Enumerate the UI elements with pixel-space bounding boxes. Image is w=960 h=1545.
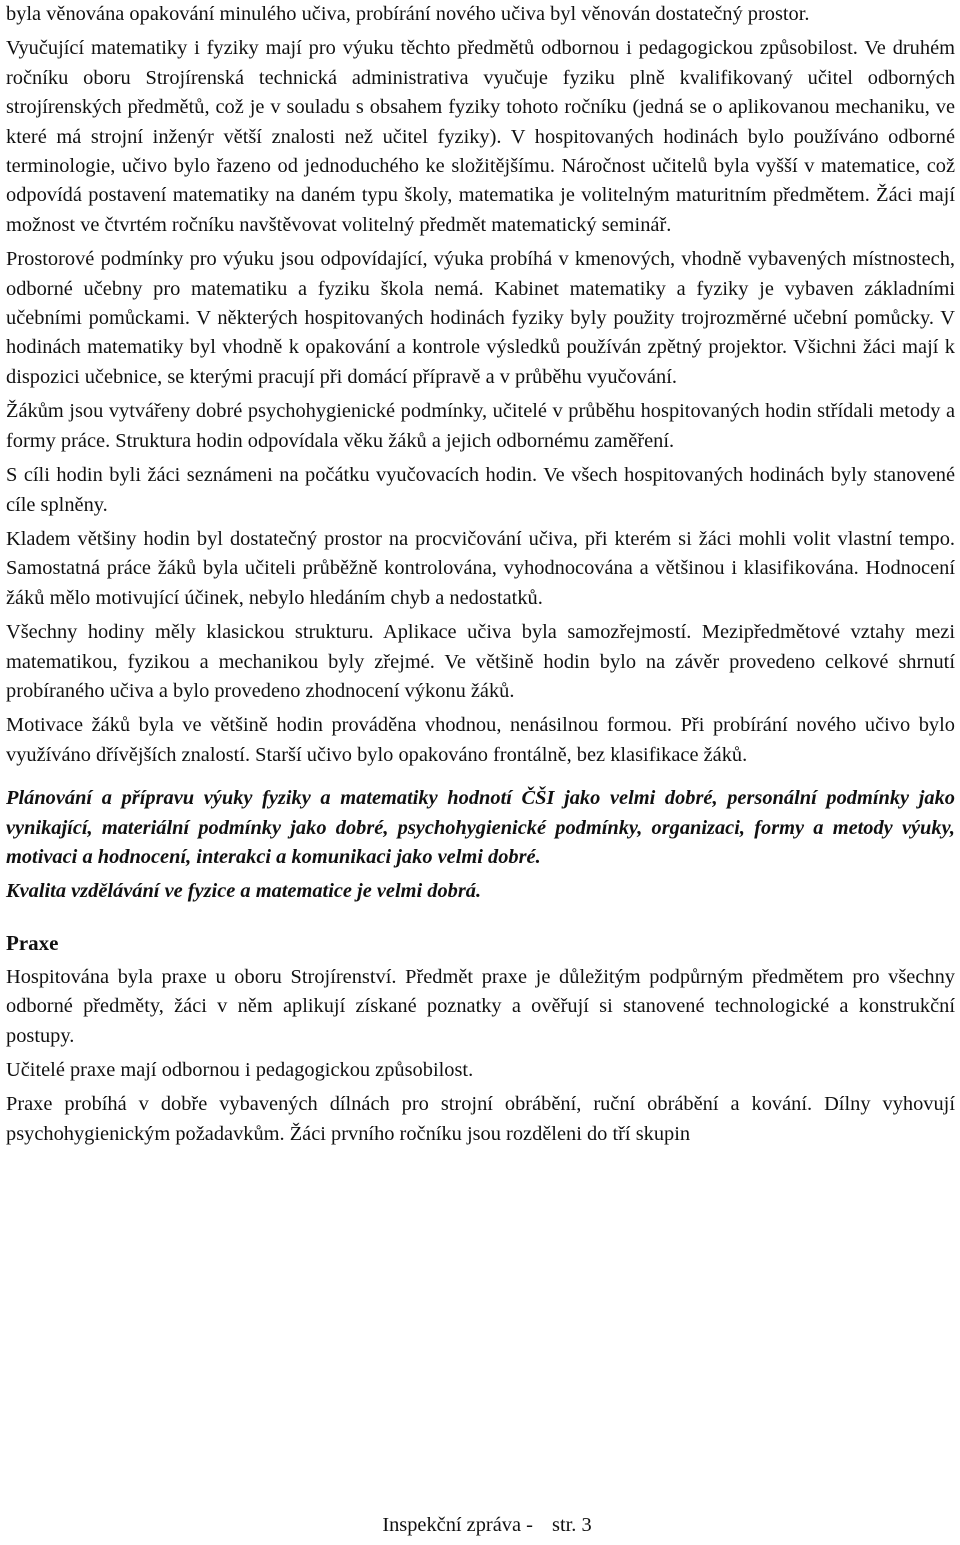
paragraph-1: byla věnována opakování minulého učiva, probírání nového učiva byl věnován dostatečný prostor. xyxy=(6,3,810,25)
praxe-paragraph-3: Praxe probíhá v dobře vybavených dílnách pro strojní obrábění, ruční obrábění a kování. Dílny vyhovují psychohygienickým požadavkům. Žáci prvního ročníku jsou rozděleni do tří skupin xyxy=(6,1093,955,1145)
evaluation-summary: Plánování a přípravu výuky fyziky a matematiky hodnotí ČŠI jako velmi dobré, personální podmínky jako vynikající, materiální podmínky jako dobré, psychohygienické podmínky, organizaci, formy a metody výuky, motivaci a hodnocení, interakci a komunikaci jako velmi dobré. xyxy=(6,787,955,868)
footer-label: Inspekční zpráva - xyxy=(382,1514,533,1536)
document-page xyxy=(6,0,955,1149)
paragraph-6: Kladem většiny hodin byl dostatečný prostor na procvičování učiva, při kterém si žáci mohli volit vlastní tempo. Samostatná práce žáků byla učiteli průběžně kontrolována, vyhodnocována a většinou i klasifikována. Hodnocení žáků mělo motivující účinek, nebylo hledáním chyb a nedostatků. xyxy=(6,527,955,609)
paragraph-8: Motivace žáků byla ve většině hodin prováděna vhodnou, nenásilnou formou. Při probírání nového učivo bylo využíváno dřívějších znalostí. Starší učivo bylo opakováno frontálně, bez klasifikace žáků. xyxy=(6,714,955,766)
paragraph-2: Vyučující matematiky i fyziky mají pro výuku těchto předmětů odbornou i pedagogickou způsobilost. Ve druhém ročníku oboru Strojírenská technická administrativa vyučuje fyziku plně kvalifikovaný učitel odborných strojírenských předmětů, což je v souladu s obsahem fyziky tohoto ročníku (jedná se o aplikovanou mechaniku, ve které má strojní inženýr větší znalosti než učitel fyziky). V hospitovaných hodinách bylo používáno odborné terminologie, učivo bylo řazeno od jednoduchého ke složitějšímu. Náročnost učitelů byla vyšší v matematice, což odpovídá postavení matematiky na daném typu školy, matematika je volitelným maturitním předmětem. Žáci mají možnost ve čtvrtém ročníku navštěvovat volitelný předmět matematický seminář. xyxy=(6,37,955,236)
quality-verdict: Kvalita vzdělávání ve fyzice a matematice je velmi dobrá. xyxy=(6,880,482,903)
praxe-paragraph-2: Učitelé praxe mají odbornou i pedagogickou způsobilost. xyxy=(6,1059,474,1081)
paragraph-4: Žákům jsou vytvářeny dobré psychohygienické podmínky, učitelé v průběhu hospitovaných hodin střídali metody a formy práce. Struktura hodin odpovídala věku žáků a jejich odbornému zaměření. xyxy=(6,400,955,452)
paragraph-5: S cíli hodin byli žáci seznámeni na počátku vyučovacích hodin. Ve všech hospitovaných hodinách byly stanovené cíle splněny. xyxy=(6,464,955,516)
praxe-paragraph-1: Hospitována byla praxe u oboru Strojírenství. Předmět praxe je důležitým podpůrným předmětem pro všechny odborné předměty, žáci v něm aplikují získané poznatky a ověřují si stanovené technologické a konstrukční postupy. xyxy=(6,965,955,1047)
paragraph-7: Všechny hodiny měly klasickou strukturu. Aplikace učiva byla samozřejmostí. Mezipředmětové vztahy mezi matematikou, fyzikou a mechanikou byly zřejmé. Ve většině hodin bylo na závěr provedeno celkové shrnutí probíraného učiva a bylo provedeno zhodnocení výkonu žáků. xyxy=(6,621,955,702)
page-footer xyxy=(0,1512,960,1538)
page-number: str. 3 xyxy=(552,1514,592,1536)
paragraph-3: Prostorové podmínky pro výuku jsou odpovídající, výuka probíhá v kmenových, vhodně vybavených místnostech, odborné učebny pro matematiku a fyziku škola nemá. Kabinet matematiky a fyziky je vybaven základními učebními pomůckami. V některých hospitovaných hodinách fyziky byly použity trojrozměrné učební pomůcky. V hodinách matematiky byl vhodně k opakování a kontrole výsledků používán zpětný projektor. Všichni žáci mají k dispozici učebnice, se kterými pracují při domácí přípravě a v průběhu vyučování. xyxy=(6,248,955,388)
section-heading-praxe: Praxe xyxy=(6,930,59,955)
